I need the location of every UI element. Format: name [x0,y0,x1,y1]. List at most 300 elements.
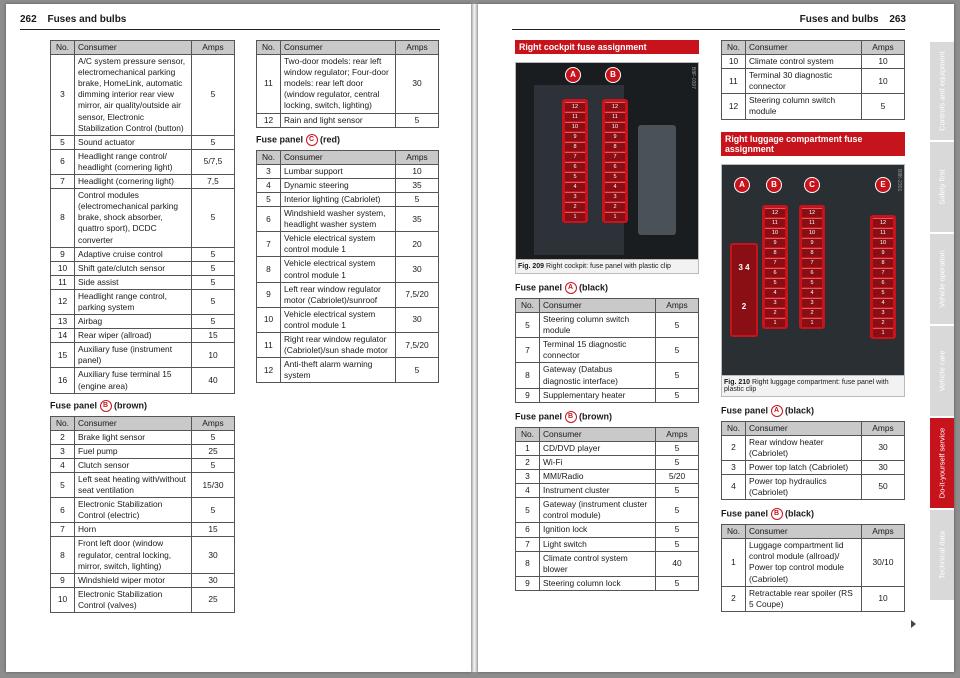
table-row [51,175,235,189]
table-row [51,275,235,289]
amps: 5 [192,261,235,275]
amps: 5 [656,313,699,338]
amps: 5 [656,537,699,551]
fuse-number: 8 [51,537,75,573]
table-row [516,388,699,402]
amps: 40 [192,368,235,393]
table-row [516,338,699,363]
figure-210-caption: Fig. 210 Right luggage compartment: fuse panel with plastic clip [721,376,905,397]
consumer: Steering column lock [540,576,656,590]
fuse-slot: 12 [565,102,585,111]
amps: 10 [862,55,905,69]
callout-c: C [804,177,820,193]
fuse-number: 12 [722,94,746,119]
fuse-table [515,427,699,591]
fuse-column-relay: 3 4 2 [730,243,758,337]
fuse-slot: 6 [565,162,585,171]
consumer: Sound actuator [75,135,192,149]
consumer: Horn [75,523,192,537]
table-row [257,113,439,127]
fuse-slot: 1 [802,318,822,327]
fuse-slot: 11 [765,218,785,227]
amps: 5 [192,247,235,261]
chapter-tab[interactable] [930,42,954,142]
consumer: Gateway (instrument cluster control module) [540,498,656,523]
fuse-number: 6 [516,523,540,537]
amps: 25 [192,587,235,612]
table-row [516,455,699,469]
fuse-number: 7 [257,232,281,257]
fuse-slot: 3 [605,192,625,201]
table-row [51,537,235,573]
fuse-number: 4 [257,178,281,192]
amps: 5 [656,441,699,455]
column-header: Consumer [540,299,656,313]
table-header-row [516,299,699,313]
amps: 30 [862,435,905,460]
column-header: Consumer [746,421,862,435]
fuse-number: 7 [51,523,75,537]
column-header: Consumer [746,41,862,55]
table-row [722,55,905,69]
table-header-row [257,41,439,55]
consumer: Left seat heating with/without seat ventilation [75,473,192,498]
fuse-number: 10 [51,587,75,612]
chapter-tab[interactable] [930,234,954,326]
fuse-slot: 8 [873,258,893,267]
fuse-table [721,40,905,120]
fuse-number: 10 [722,55,746,69]
panel-b-title: Fuse panel B (brown) [515,411,613,422]
header-rule [20,29,440,30]
amps: 7,5 [192,175,235,189]
amps: 15 [192,329,235,343]
panel-b-title: Fuse panel B (brown) [50,400,148,410]
figure-code: B8K-2301 [896,168,902,191]
consumer: Power top latch (Cabriolet) [746,460,862,474]
consumer: Dynamic steering [281,178,396,192]
fuse-table [721,421,905,501]
chapter-tab-label: Technical data [937,531,947,579]
figure-209-image [515,62,699,260]
plastic-clip [638,125,676,235]
fuse-number: 1 [516,441,540,455]
fuse-slot: 7 [802,258,822,267]
fuse-slot: 1 [765,318,785,327]
table-header-row [722,421,905,435]
fuse-number: 7 [516,338,540,363]
amps: 5 [396,113,439,127]
fuse-column-b [762,205,788,329]
fuse-number: 2 [722,435,746,460]
fuse-slot: 4 [565,182,585,191]
amps: 5 [192,289,235,314]
table-row [722,586,905,611]
consumer: Vehicle electrical system control module 1 [281,232,396,257]
page-number: 263 [889,14,906,25]
table-row [51,368,235,393]
consumer: Clutch sensor [75,458,192,472]
amps: 20 [396,232,439,257]
fuse-slot: 12 [873,218,893,227]
table-header-row [51,416,235,430]
table-row [516,363,699,388]
amps: 5 [656,484,699,498]
consumer: Airbag [75,315,192,329]
fuse-slot: 6 [873,278,893,287]
amps: 5 [656,388,699,402]
table-row [257,192,439,206]
consumer: Light switch [540,537,656,551]
fuse-number: 6 [257,207,281,232]
panel-letter-badge: B [771,508,783,520]
amps: 5 [192,430,235,444]
column-header: Amps [862,41,905,55]
fuse-slot: 7 [565,152,585,161]
chapter-tab[interactable] [930,418,954,510]
amps: 5 [656,576,699,590]
fuse-number: 11 [722,69,746,94]
consumer: Lumbar support [281,164,396,178]
fuse-slot: 10 [873,238,893,247]
consumer: Windshield washer system, headlight washer system [281,207,396,232]
consumer: Climate control system blower [540,551,656,576]
fuse-slot: 2 [765,308,785,317]
callout-b: B [605,67,621,83]
fuse-number: 2 [516,455,540,469]
page-number: 262 [20,14,37,25]
fuse-number: 12 [51,289,75,314]
table-row [516,313,699,338]
right-column-2 [721,40,905,612]
amps: 30 [396,55,439,113]
table-row [51,498,235,523]
fuse-slot: 11 [565,112,585,121]
consumer: Front left door (window regulator, central locking, mirror, switch, lighting) [75,537,192,573]
left-column-2 [256,40,439,383]
fuse-number: 8 [516,551,540,576]
table-row [257,178,439,192]
consumer: Electronic Stabilization Control (electric) [75,498,192,523]
fuse-slot: 8 [565,142,585,151]
fuse-slot: 3 [802,298,822,307]
table-row [51,430,235,444]
fuse-table [256,40,439,128]
fuse-slot: 3 [565,192,585,201]
book-spine [471,4,478,672]
fuse-slot: 2 [802,308,822,317]
fuse-number: 10 [51,261,75,275]
table-row [51,55,235,136]
column-header: Amps [656,427,699,441]
amps: 5 [192,189,235,247]
column-header: Amps [396,150,439,164]
fuse-table [721,524,905,612]
fuse-number: 3 [51,444,75,458]
column-header: Consumer [746,525,862,539]
right-column-1 [515,40,699,591]
header-rule [512,29,905,30]
fuse-number: 11 [257,332,281,357]
fuse-number: 5 [51,135,75,149]
table-row [722,69,905,94]
table-row [51,458,235,472]
amps: 30 [396,257,439,282]
column-header: Consumer [281,150,396,164]
fuse-slot: 5 [605,172,625,181]
consumer: Interior lighting (Cabriolet) [281,192,396,206]
consumer: Rear wiper (allroad) [75,329,192,343]
fuse-slot: 12 [802,208,822,217]
panel-letter-badge: C [306,134,318,146]
next-page-arrow-icon[interactable] [911,620,916,628]
figure-209-caption: Fig. 209 Right cockpit: fuse panel with plastic clip [515,260,699,274]
consumer: Wi-Fi [540,455,656,469]
page-header-left [20,14,126,25]
consumer: MMI/Radio [540,470,656,484]
callout-e: E [875,177,891,193]
fuse-number: 1 [722,539,746,586]
table-row [257,282,439,307]
section-heading-cockpit: Right cockpit fuse assignment [515,40,699,54]
fuse-number: 5 [516,498,540,523]
amps: 30/10 [862,539,905,586]
column-header: No. [516,299,540,313]
column-header: No. [722,41,746,55]
table-row [722,460,905,474]
fuse-number: 4 [516,484,540,498]
fuse-slot: 9 [565,132,585,141]
right-page [478,4,954,672]
chapter-tab-label: Controls and equipment [937,51,947,131]
panel-letter-badge: B [100,400,112,412]
amps: 5/20 [656,470,699,484]
column-header: No. [722,421,746,435]
amps: 5/7,5 [192,149,235,174]
table-row [722,539,905,586]
amps: 5 [656,498,699,523]
fuse-slot: 11 [605,112,625,121]
consumer: Instrument cluster [540,484,656,498]
fuse-number: 7 [51,175,75,189]
consumer: Luggage compartment lid control module (allroad)/ Power top control module (Cabriolet) [746,539,862,586]
fuse-number: 5 [51,473,75,498]
amps: 40 [656,551,699,576]
amps: 30 [192,573,235,587]
figure-210-image [721,164,905,376]
fuse-column-e [870,215,896,339]
table-row [516,576,699,590]
column-header: Amps [192,41,235,55]
amps: 15 [192,523,235,537]
table-row [257,164,439,178]
table-row [257,358,439,383]
panel-a-title: Fuse panel A (black) [721,404,815,415]
panel-c-title: Fuse panel C (red) [256,134,341,145]
column-header: No. [516,427,540,441]
consumer: Electronic Stabilization Control (valves) [75,587,192,612]
consumer: Terminal 30 diagnostic connector [746,69,862,94]
table-row [722,435,905,460]
column-header: No. [257,150,281,164]
fuse-number: 3 [516,470,540,484]
table-row [257,307,439,332]
fuse-slot: 10 [605,122,625,131]
fuse-number: 12 [257,113,281,127]
chapter-tab[interactable] [930,142,954,234]
column-header: Amps [862,525,905,539]
table-header-row [257,150,439,164]
column-header: Amps [656,299,699,313]
chapter-tab-label: Do-it-yourself service [937,427,947,499]
table-row [51,444,235,458]
callout-a: A [734,177,750,193]
consumer: Brake light sensor [75,430,192,444]
fuse-number: 11 [51,275,75,289]
fuse-slot: 5 [802,278,822,287]
fuse-slot: 6 [802,268,822,277]
table-row [516,470,699,484]
table-row [257,207,439,232]
fuse-table [50,416,235,613]
fuse-table [515,298,699,403]
panel-letter-badge: A [771,405,783,417]
fuse-slot: 1 [605,212,625,221]
amps: 10 [396,164,439,178]
amps: 5 [396,192,439,206]
fuse-number: 4 [722,474,746,499]
amps: 30 [396,307,439,332]
fuse-slot: 1 [873,328,893,337]
amps: 30 [192,537,235,573]
fuse-slot: 9 [802,238,822,247]
table-row [722,94,905,119]
column-header: Consumer [75,416,192,430]
table-row [51,261,235,275]
table-header-row [516,427,699,441]
consumer: Steering column switch module [746,94,862,119]
table-row [516,484,699,498]
panel-a-title: Fuse panel A (black) [515,282,609,293]
amps: 25 [192,444,235,458]
table-row [516,498,699,523]
fuse-column-c [799,205,825,329]
chapter-tab[interactable] [930,510,954,602]
column-header: Amps [192,416,235,430]
fuse-slot: 9 [605,132,625,141]
consumer: Vehicle electrical system control module 1 [281,307,396,332]
column-header: Amps [862,421,905,435]
fuse-slot: 2 [565,202,585,211]
table-row [257,257,439,282]
chapter-tab[interactable] [930,326,954,418]
consumer: Windshield wiper motor [75,573,192,587]
callout-a: A [565,67,581,83]
table-row [51,149,235,174]
fuse-slot: 2 [605,202,625,211]
fuse-number: 3 [257,164,281,178]
page-header-right [800,14,906,25]
table-row [51,315,235,329]
fuse-slot: 10 [802,228,822,237]
fuse-slot: 6 [605,162,625,171]
table-row [257,332,439,357]
left-column-1 [50,40,235,613]
consumer: CD/DVD player [540,441,656,455]
chapter-tab-label: Vehicle operation [937,250,947,308]
table-row [516,523,699,537]
fuse-number: 9 [516,576,540,590]
consumer: Headlight (cornering light) [75,175,192,189]
amps: 5 [192,135,235,149]
fuse-number: 8 [257,257,281,282]
consumer: Retractable rear spoiler (RS 5 Coupe) [746,586,862,611]
fuse-number: 9 [51,573,75,587]
fuse-table [256,150,439,384]
table-row [722,474,905,499]
consumer: Terminal 15 diagnostic connector [540,338,656,363]
consumer: Power top hydraulics (Cabriolet) [746,474,862,499]
fuse-slot: 2 [873,318,893,327]
table-row [51,343,235,368]
table-row [516,441,699,455]
amps: 5 [192,55,235,136]
column-header: Amps [396,41,439,55]
table-row [51,473,235,498]
figure-code: B8F-0397 [690,67,696,89]
fuse-slot: 11 [873,228,893,237]
left-page [6,4,471,672]
table-row [51,523,235,537]
consumer: Left rear window regulator motor (Cabriolet)/sunroof [281,282,396,307]
fuse-number: 11 [257,55,281,113]
amps: 7,5/20 [396,332,439,357]
fuse-number: 2 [51,430,75,444]
consumer: Two-door models: rear left window regulator; Four-door models: rear left door (window regulator, central locking, switch, lighting) [281,55,396,113]
column-header: No. [51,41,75,55]
amps: 5 [192,315,235,329]
table-row [51,289,235,314]
amps: 10 [862,586,905,611]
amps: 35 [396,178,439,192]
consumer: Right rear window regulator (Cabriolet)/sun shade motor [281,332,396,357]
fuse-slot: 10 [565,122,585,131]
table-row [51,573,235,587]
fuse-slot: 9 [873,248,893,257]
fuse-slot: 3 [765,298,785,307]
consumer: Side assist [75,275,192,289]
column-header: Consumer [281,41,396,55]
consumer: Supplementary heater [540,388,656,402]
column-header: No. [51,416,75,430]
fuse-slot: 5 [565,172,585,181]
amps: 5 [862,94,905,119]
fuse-slot: 12 [605,102,625,111]
amps: 15/30 [192,473,235,498]
fuse-slot: 5 [765,278,785,287]
table-row [51,587,235,612]
table-row [516,551,699,576]
fuse-number: 10 [257,307,281,332]
fuse-slot: 4 [802,288,822,297]
amps: 5 [396,358,439,383]
amps: 10 [192,343,235,368]
page-title: Fuses and bulbs [799,14,879,25]
panel-letter-badge: B [565,411,577,423]
amps: 5 [192,498,235,523]
consumer: Rain and light sensor [281,113,396,127]
table-row [257,55,439,113]
